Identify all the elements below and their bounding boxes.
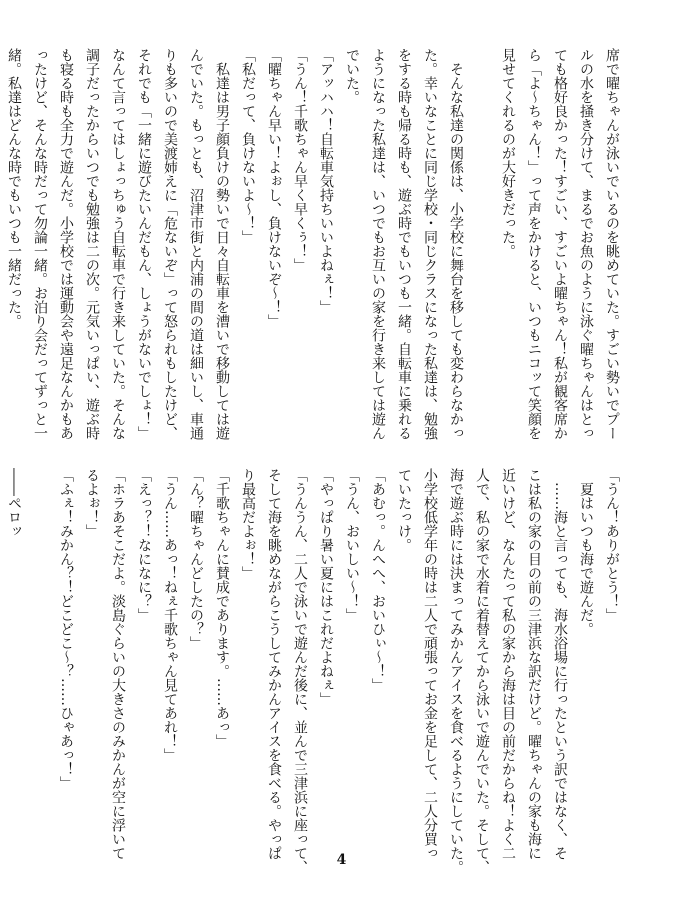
text-line: るよぉ！」 [84, 468, 100, 538]
text-line: 小学校低学年の時は二人で頑張ってお金を足して、二人分買っ [422, 468, 438, 860]
text-line: をする時も帰る時も、遊ぶ時でもいつも一緒。自転車に乗れる [396, 48, 412, 440]
text-line: 「えっ？！なになに？」 [136, 468, 152, 622]
text-line: 「ん？曜ちゃんどしたの？」 [188, 468, 204, 650]
text-line: 見せてくれるのが大好きだった。 [500, 48, 516, 258]
text-line: 「曜ちゃん早い！よぉし、負けないぞ〜！」 [266, 48, 282, 328]
text-line: 夏はいつも海で遊んだ。 [578, 468, 594, 636]
text-line: でいた。 [344, 48, 360, 104]
text-line: 調子だったからいつでも勉強は二の次。元気いっぱい、遊ぶ時 [84, 48, 100, 440]
text-line: 「ホラあそこだよ。淡島ぐらいの大きさのみかんが空に浮いて [110, 468, 126, 860]
text-line: 私達は男子顔負けの勢いで日々自転車を漕いで移動しては遊 [214, 48, 230, 440]
text-line: 「ふぇ！みかん？！どこどこ〜？……ひゃあっ！」 [58, 468, 74, 790]
text-line: りも多いので美渡姉えに「危ないぞ」って怒られもしたけど、 [162, 48, 178, 440]
text-line: 近いけど、なんたって私の家から海は目の前だからね！よく二 [500, 468, 516, 860]
text-line: んでいた。もっとも、沼津市街と内浦の間の道は細いし、車通 [188, 48, 204, 440]
text-block-upper [6, 48, 625, 443]
text-line: ――ペロッ [6, 468, 22, 538]
text-line: ても格好良かった！すごい、すごいよ曜ちゃん！私が観客席か [552, 48, 568, 440]
text-line: 「あむっ。んへへ、おいひぃ〜！」 [370, 468, 386, 692]
text-line: ようになった私達は、いつでもお互いの家を行き来しては遊ん [370, 48, 386, 440]
text-line: そして海を眺めながらこうしてみかんアイスを食べる。やっぱ [266, 468, 282, 860]
text-line: も寝る時も全力で遊んだ。小学校では運動会や遠足なんかもあ [58, 48, 74, 440]
text-line: ら「よ〜ちゃん！」って声をかけると、いつもニコッて笑顔を [526, 48, 542, 440]
text-line: 「やっぱり暑い夏にはこれだよねぇ」 [318, 468, 334, 706]
text-line: ていたっけ。 [396, 468, 412, 552]
text-line: 席で曜ちゃんが泳いでいるのを眺めていた。すごい勢いでプー [604, 48, 620, 440]
text-line: 「私だって、負けないよ〜！」 [240, 48, 256, 244]
text-line: それでも「一緒に遊びたいんだもん、しょうがないでしょ！」 [136, 48, 152, 440]
text-line: 人で、私の家で水着に着替えてから泳いで遊んでいた。そして、 [474, 468, 490, 874]
text-line: 海で遊ぶ時には決まってみかんアイスを食べるようにしていた。 [448, 468, 464, 874]
text-line: ……海と言っても、海水浴場に行ったという訳ではなく、そ [552, 468, 568, 860]
text-line: 「うん、おいしい〜！」 [344, 468, 360, 622]
text-line: そんな私達の関係は、小学校に舞台を移しても変わらなかっ [448, 48, 464, 440]
text-line: 「うんうん、二人で泳いで遊んだ後に、並んで三津浜に座って、 [292, 468, 308, 874]
text-block-lower [6, 468, 625, 874]
text-line: なんて言ってはしょっちゅう自転車で行き来していた。そんな [110, 48, 126, 440]
text-line: ったけど、そんな時だって勿論一緒。お泊り会だってずっと一 [32, 48, 48, 440]
text-line: 「うん！ありがとう！」 [604, 468, 620, 622]
text-line [469, 48, 495, 443]
text-line: 「うん……あっ！ねぇ千歌ちゃん見てあれ！」 [162, 468, 178, 762]
text-line: た。幸いなことに同じ学校・同じクラスになった私達は、勉強 [422, 48, 438, 440]
page-number: 4 [336, 852, 347, 868]
text-line: り最高だよぉ！」 [240, 468, 256, 580]
text-line: 「アッハハ！自転車気持ちいいよねぇ！」 [318, 48, 334, 314]
text-line: 「千歌ちゃんに賛成であります。……あっ」 [214, 468, 230, 748]
text-line: ルの水を掻き分けて、まるでお魚のように泳ぐ曜ちゃんはとっ [578, 48, 594, 440]
text-line [27, 468, 53, 830]
text-line: 緒。私達はどんな時でもいつも一緒だった。 [6, 48, 22, 328]
text-line: 「うん！千歌ちゃん早く早くぅ！」 [292, 48, 308, 272]
text-line: こは私の家の目の前の三津浜な訳だけど。曜ちゃんの家も海に [526, 468, 542, 860]
